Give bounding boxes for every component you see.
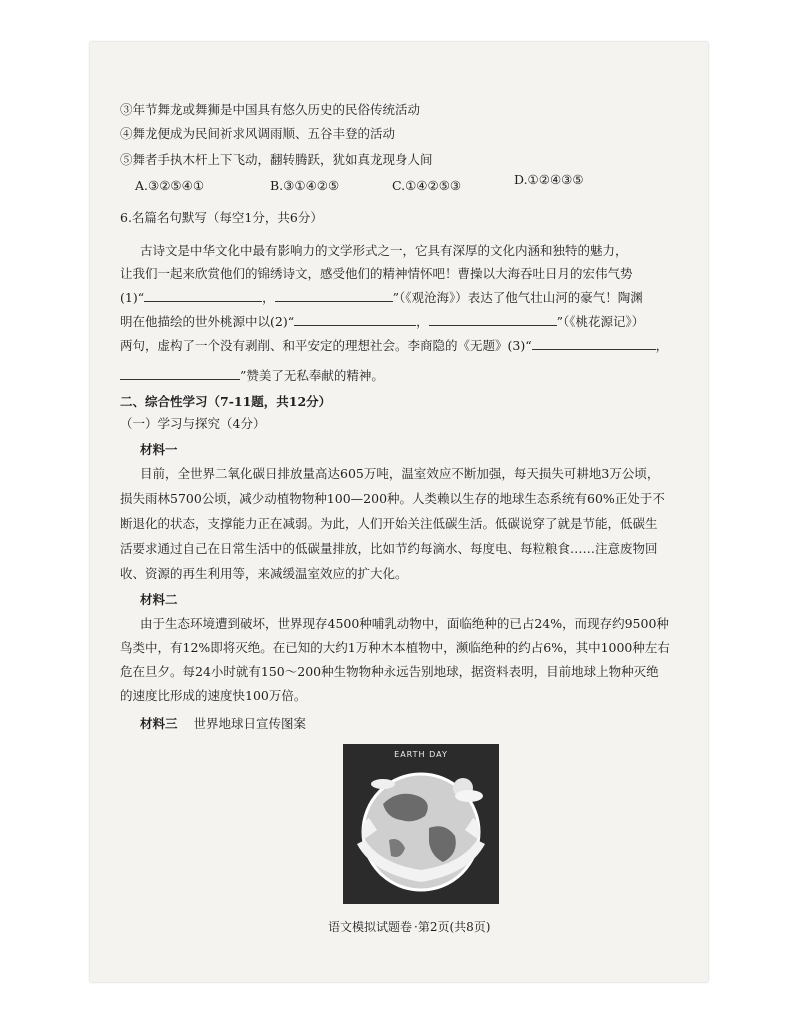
poster-title: EARTH DAY (394, 750, 448, 759)
material-2-line-3: 危在旦夕。每24小时就有150～200种生物物种永远告别地球，据资料表明，目前地球上物种灭绝 (120, 664, 659, 679)
blank-2[interactable] (275, 289, 393, 302)
material-1-line-5: 收、资源的再生利用等，来减缓温室效应的扩大化。 (120, 566, 408, 581)
blank-6[interactable] (120, 367, 240, 380)
material-3-label: 材料三 (140, 716, 178, 731)
material-1-line-3: 断退化的状态，支撑能力正在减弱。为此，人们开始关注低碳生活。低碳说穿了就是节能，低碳生 (120, 516, 658, 531)
q6-line-2: 让我们一起来欣赏他们的锦绣诗文，感受他们的精神情怀吧！曹操以大海吞吐日月的宏伟气势 (120, 266, 633, 281)
item-4: ④舞龙便成为民间祈求风调雨顺、五谷丰登的活动 (120, 126, 396, 141)
material-1-line-2: 损失雨林5700公顷，减少动植物物种100—200种。人类赖以生存的地球生态系统有60%正处于不 (120, 491, 665, 506)
question-6-title: 6.名篇名句默写（每空1分，共6分） (120, 210, 323, 225)
q6-line-3: (1)“ ， ”（《观沧海》）表达了他气壮山河的豪气！陶渊 (120, 290, 643, 305)
option-a: A.③②⑤④① (135, 178, 205, 193)
material-2-line-2: 鸟类中，有12%即将灭绝。在已知的大约1万种木本植物中，濒临绝种的约占6%，其中1000种左右 (120, 640, 670, 655)
page-number: ·第2页(共8页) (414, 920, 491, 934)
option-d: D.①②④③⑤ (514, 172, 584, 187)
q6-line-6: ”赞美了无私奉献的精神。 (120, 366, 384, 386)
earth-day-poster (343, 744, 499, 904)
q6-line-4: 明在他描绘的世外桃源中以(2)“ ， ”（《桃花源记》） (120, 314, 645, 329)
material-2-label: 材料二 (140, 592, 178, 607)
item-3: ③年节舞龙或舞狮是中国具有悠久历史的民俗传统活动 (120, 102, 421, 117)
material-2-line-4: 的速度比形成的速度快100万倍。 (120, 688, 307, 703)
footer-title: 语文模拟试题卷 (328, 920, 413, 934)
item-5: ⑤舞者手执木杆上下飞动，翻转腾跃，犹如真龙现身人间 (120, 152, 433, 167)
section-2-title: 二、综合性学习（7-11题，共12分） (120, 394, 332, 409)
material-1-line-1: 目前，全世界二氧化碳日排放量高达605万吨，温室效应不断加强，每天损失可耕地3万公顷， (140, 466, 660, 481)
option-c: C.①④②⑤③ (392, 178, 462, 193)
q6-line-5: 两句，虚构了一个没有剥削、和平安定的理想社会。李商隐的《无题》(3)“ ， (120, 338, 669, 353)
material-1-label: 材料一 (140, 442, 178, 457)
section-2-subtitle: （一）学习与探究（4分） (120, 416, 266, 431)
material-2-line-1: 由于生态环境遭到破坏，世界现存4500种哺乳动物中，面临绝种的已占24%，而现存约9500种 (140, 616, 669, 631)
blank-5[interactable] (532, 337, 656, 350)
material-3-caption: 世界地球日宣传图案 (193, 716, 307, 731)
material-1-line-4: 活要求通过自己在日常生活中的低碳量排放，比如节约每滴水、每度电、每粒粮食……注意废物回 (120, 541, 658, 556)
blank-3[interactable] (294, 313, 416, 326)
material-3-heading (140, 714, 306, 734)
q6-line-1: 古诗文是中华文化中最有影响力的文学形式之一，它具有深厚的文化内涵和独特的魅力， (140, 243, 628, 258)
globe-hug-icon (343, 744, 499, 904)
blank-1[interactable] (144, 289, 262, 302)
option-b: B.③①④②⑤ (270, 178, 340, 193)
blank-4[interactable] (429, 313, 557, 326)
